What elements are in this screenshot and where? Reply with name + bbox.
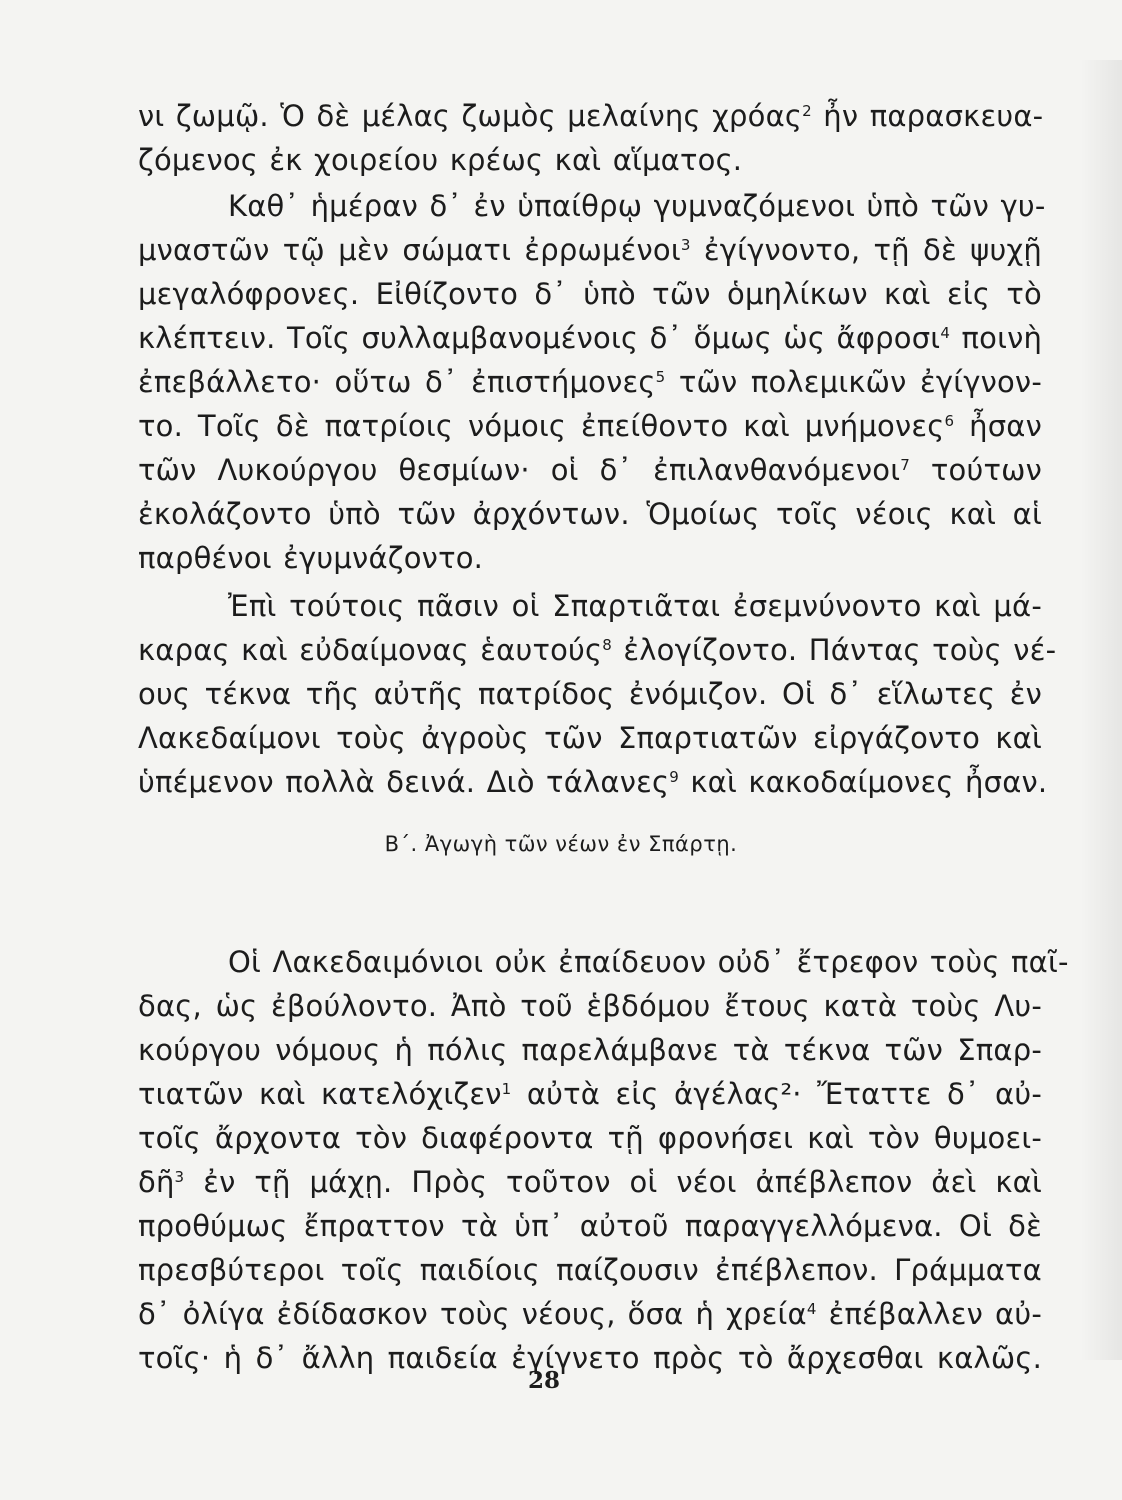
text-line: τοῖς ἄρχοντα τὸν διαφέροντα τῇ φρονήσει καὶ τὸν θυμοει- xyxy=(138,1121,1042,1155)
text-line: κούργου νόμους ἡ πόλις παρελάμβανε τὰ τέκνα τῶν Σπαρ- xyxy=(138,1033,1042,1067)
text-line: ἐπεβάλλετο· οὕτω δ᾽ ἐπιστήμονες$^5$ τῶν πολεμικῶν ἐγίγνον- xyxy=(138,365,1042,399)
text-line: ὑπέμενον πολλὰ δεινά. Διὸ τάλανες$^9$ καὶ κακοδαίμονες ἦσαν. xyxy=(138,765,1048,799)
text-line: το. Τοῖς δὲ πατρίοις νόμοις ἐπείθοντο καὶ μνήμονες$^6$ ἦσαν xyxy=(138,409,1043,443)
text-line: δῆ$^3$ ἐν τῇ μάχῃ. Πρὸς τοῦτον οἱ νέοι ἀπέβλεπον ἀεὶ καὶ xyxy=(138,1165,1042,1199)
text-line: καρας καὶ εὐδαίμονας ἑαυτούς$^8$ ἐλογίζοντο. Πάντας τοὺς νέ- xyxy=(138,633,1057,667)
section-heading: Β΄. Ἀγωγὴ τῶν νέων ἐν Σπάρτῃ. xyxy=(384,832,738,856)
text-line: ους τέκνα τῆς αὐτῆς πατρίδος ἐνόμιζον. Οἱ δ᾽ εἵλωτες ἐν xyxy=(138,677,1042,711)
text-line: τῶν Λυκούργου θεσμίων· οἱ δ᾽ ἐπιλανθανόμενοι$^7$ τούτων xyxy=(138,453,1042,487)
text-line: τιατῶν καὶ κατελόχιζεν$^1$ αὐτὰ εἰς ἀγέλας²· Ἔταττε δ᾽ αὐ- xyxy=(138,1077,1042,1111)
text-line: ἐκολάζοντο ὑπὸ τῶν ἀρχόντων. Ὁμοίως τοῖς νέοις καὶ αἱ xyxy=(138,497,1042,531)
page-edge-shadow xyxy=(1080,60,1122,1360)
text-line: δας, ὡς ἐβούλοντο. Ἀπὸ τοῦ ἑβδόμου ἔτους κατὰ τοὺς Λυ- xyxy=(138,989,1042,1023)
text-line: Ἐπὶ τούτοις πᾶσιν οἱ Σπαρτιᾶται ἐσεμνύνοντο καὶ μά- xyxy=(228,589,1042,623)
text-line: πρεσβύτεροι τοῖς παιδίοις παίζουσιν ἐπέβλεπον. Γράμματα xyxy=(138,1253,1042,1287)
text-line: Καθ᾽ ἡμέραν δ᾽ ἐν ὑπαίθρῳ γυμναζόμενοι ὑπὸ τῶν γυ- xyxy=(228,189,1046,223)
text-line: δ᾽ ὀλίγα ἐδίδασκον τοὺς νέους, ὅσα ἡ χρεία$^4$ ἐπέβαλλεν αὐ- xyxy=(138,1297,1042,1331)
text-line: προθύμως ἔπραττον τὰ ὑπ᾽ αὐτοῦ παραγγελλόμενα. Οἱ δὲ xyxy=(138,1209,1042,1243)
text-line: Οἱ Λακεδαιμόνιοι οὐκ ἐπαίδευον οὐδ᾽ ἔτρεφον τοὺς παῖ- xyxy=(228,945,1069,979)
text-line: παρθένοι ἐγυμνάζοντο. xyxy=(138,541,484,575)
page-number: 28 xyxy=(527,1367,560,1394)
text-line: ζόμενος ἐκ χοιρείου κρέως καὶ αἵματος. xyxy=(138,143,743,177)
text-line: μεγαλόφρονες. Εἰθίζοντο δ᾽ ὑπὸ τῶν ὁμηλίκων καὶ εἰς τὸ xyxy=(138,277,1042,311)
text-line: νι ζωμῷ. Ὁ δὲ μέλας ζωμὸς μελαίνης χρόας$^2$ ἦν παρασκευα- xyxy=(138,99,1044,133)
text-line: κλέπτειν. Τοῖς συλλαμβανομένοις δ᾽ ὅμως ὡς ἄφροσι$^4$ ποινὴ xyxy=(138,321,1043,355)
text-line: τοῖς· ἡ δ᾽ ἄλλη παιδεία ἐγίγνετο πρὸς τὸ ἄρχεσθαι καλῶς. xyxy=(138,1341,1042,1375)
text-line: Λακεδαίμονι τοὺς ἀγροὺς τῶν Σπαρτιατῶν εἰργάζοντο καὶ xyxy=(138,721,1042,755)
text-line: μναστῶν τῷ μὲν σώματι ἐρρωμένοι$^3$ ἐγίγνοντο, τῇ δὲ ψυχῇ xyxy=(138,233,1042,267)
